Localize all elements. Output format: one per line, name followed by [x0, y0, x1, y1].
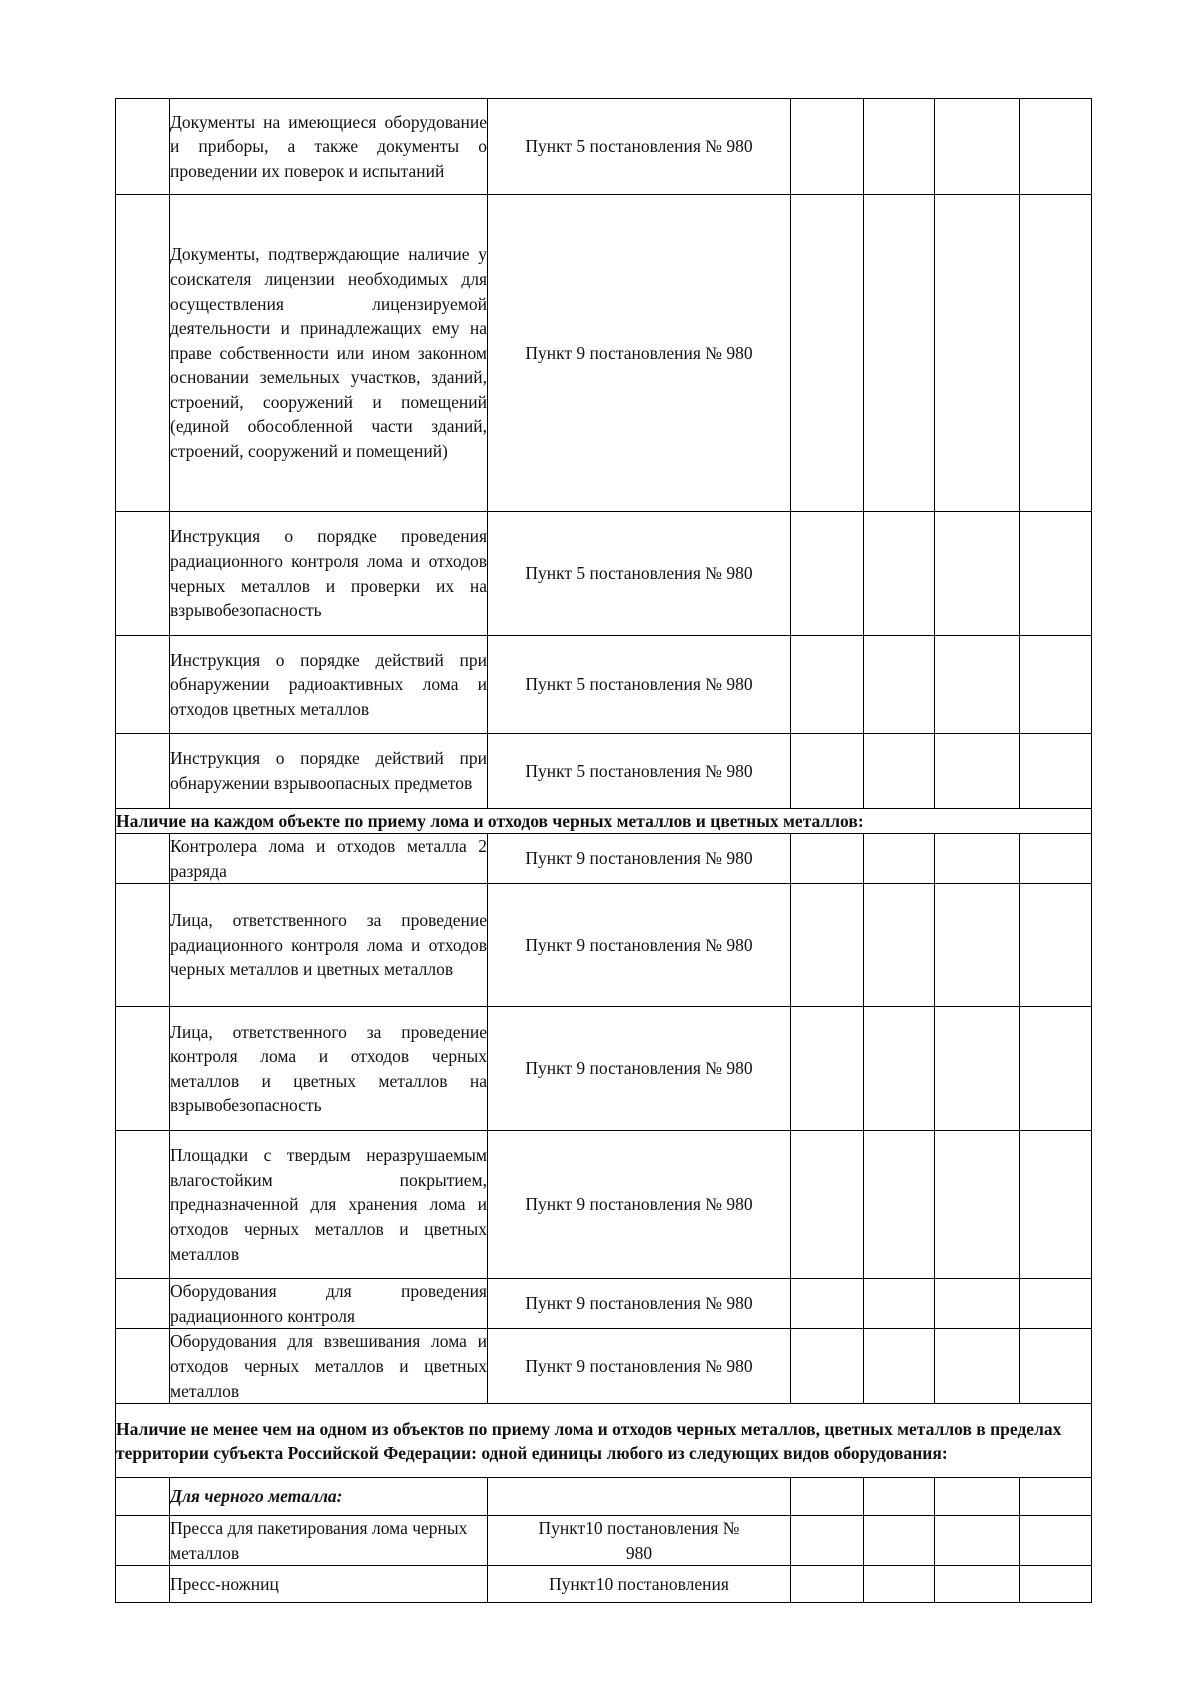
check-cell: [791, 1516, 864, 1566]
number-cell: [116, 1566, 170, 1603]
check-cell: [864, 884, 935, 1007]
table-row: [116, 1516, 1092, 1566]
check-cell: [1020, 1131, 1092, 1279]
number-cell: [116, 1007, 170, 1131]
table-row: [116, 884, 1092, 1007]
check-cell: [1020, 512, 1092, 636]
check-cell: [864, 734, 935, 809]
check-cell: [935, 884, 1020, 1007]
number-cell: [116, 1279, 170, 1329]
check-cell: [935, 1329, 1020, 1404]
subheading-row: [116, 1478, 1092, 1516]
legal-reference: Пункт 9 постановления № 980: [488, 1329, 791, 1404]
number-cell: [116, 195, 170, 512]
check-cell: [791, 636, 864, 734]
check-cell: [791, 834, 864, 884]
number-cell: [116, 734, 170, 809]
requirement-description: Пресс-ножниц: [170, 1566, 488, 1603]
check-cell: [864, 636, 935, 734]
number-cell: [116, 1478, 170, 1516]
check-cell: [791, 1329, 864, 1404]
table-row: [116, 636, 1092, 734]
legal-reference: Пункт 9 постановления № 980: [488, 1007, 791, 1131]
table-row: [116, 834, 1092, 884]
number-cell: [116, 1516, 170, 1566]
table-row: [116, 512, 1092, 636]
requirement-description: Оборудования для проведения радиационного контроля: [170, 1279, 488, 1329]
check-cell: [791, 1566, 864, 1603]
number-cell: [116, 834, 170, 884]
requirement-description: Лица, ответственного за проведение радиационного контроля лома и отходов черных металлов и цветных металлов: [170, 884, 488, 1007]
check-cell: [791, 1279, 864, 1329]
legal-reference: Пункт10 постановления № 980: [488, 1516, 791, 1566]
legal-reference: Пункт 9 постановления № 980: [488, 834, 791, 884]
check-cell: [864, 1329, 935, 1404]
check-cell: [1020, 1279, 1092, 1329]
check-cell: [1020, 734, 1092, 809]
table-row: [116, 99, 1092, 195]
table-row: [116, 1279, 1092, 1329]
check-cell: [935, 512, 1020, 636]
requirement-description: Документы на имеющиеся оборудование и приборы, а также документы о проведении их поверок и испытаний: [170, 99, 488, 195]
check-cell: [864, 1478, 935, 1516]
legal-reference: Пункт 5 постановления № 980: [488, 512, 791, 636]
check-cell: [1020, 834, 1092, 884]
requirement-description: Контролера лома и отходов металла 2 разряда: [170, 834, 488, 884]
table-row: [116, 1329, 1092, 1404]
check-cell: [1020, 884, 1092, 1007]
legal-reference: Пункт 9 постановления № 980: [488, 1279, 791, 1329]
check-cell: [935, 1131, 1020, 1279]
subheading-ferrous-metal: Для черного металла:: [170, 1478, 488, 1516]
table-row: [116, 734, 1092, 809]
legal-reference: Пункт 9 постановления № 980: [488, 884, 791, 1007]
check-cell: [935, 734, 1020, 809]
number-cell: [116, 99, 170, 195]
requirement-description: Пресса для пакетирования лома черных металлов: [170, 1516, 488, 1566]
check-cell: [935, 636, 1020, 734]
check-cell: [864, 99, 935, 195]
table-row: [116, 1131, 1092, 1279]
section-header-row: [116, 1404, 1092, 1478]
legal-reference: Пункт 5 постановления № 980: [488, 636, 791, 734]
requirement-description: Документы, подтверждающие наличие у соискателя лицензии необходимых для осуществления лицензируемой деятельности и принадлежащих ему на праве собственности или ином законном основании земельных участков, зданий, строений, сооружений и помещений (единой обособленной части зданий, строений, сооружений и помещений): [170, 195, 488, 512]
check-cell: [864, 512, 935, 636]
check-cell: [864, 1566, 935, 1603]
check-cell: [864, 1131, 935, 1279]
number-cell: [116, 1329, 170, 1404]
check-cell: [791, 1478, 864, 1516]
check-cell: [935, 99, 1020, 195]
check-cell: [935, 195, 1020, 512]
license-requirements-table: [115, 98, 1092, 1603]
requirement-description: Инструкция о порядке действий при обнаружении радиоактивных лома и отходов цветных металлов: [170, 636, 488, 734]
requirement-description: Инструкция о порядке проведения радиационного контроля лома и отходов черных металлов и проверки их на взрывобезопасность: [170, 512, 488, 636]
legal-reference: [488, 1478, 791, 1516]
section-heading: Наличие не менее чем на одном из объектов по приему лома и отходов черных металлов, цветных металлов в пределах территории субъекта Российской Федерации: одной единицы любого из следующих видов оборудования:: [116, 1404, 1092, 1478]
section-heading: Наличие на каждом объекте по приему лома и отходов черных металлов и цветных металлов:: [116, 809, 1092, 834]
check-cell: [1020, 1478, 1092, 1516]
check-cell: [935, 1007, 1020, 1131]
check-cell: [935, 1516, 1020, 1566]
requirement-description: Лица, ответственного за проведение контроля лома и отходов черных металлов и цветных металлов на взрывобезопасность: [170, 1007, 488, 1131]
number-cell: [116, 884, 170, 1007]
number-cell: [116, 636, 170, 734]
table-row: [116, 195, 1092, 512]
legal-reference: Пункт 9 постановления № 980: [488, 195, 791, 512]
legal-reference: Пункт 5 постановления № 980: [488, 734, 791, 809]
check-cell: [864, 1007, 935, 1131]
check-cell: [864, 1516, 935, 1566]
number-cell: [116, 1131, 170, 1279]
check-cell: [1020, 1566, 1092, 1603]
requirement-description: Инструкция о порядке действий при обнаружении взрывоопасных предметов: [170, 734, 488, 809]
check-cell: [935, 1566, 1020, 1603]
check-cell: [864, 834, 935, 884]
check-cell: [1020, 195, 1092, 512]
table-row: [116, 1566, 1092, 1603]
check-cell: [864, 195, 935, 512]
requirement-description: Оборудования для взвешивания лома и отходов черных металлов и цветных металлов: [170, 1329, 488, 1404]
check-cell: [935, 1478, 1020, 1516]
check-cell: [1020, 1516, 1092, 1566]
check-cell: [791, 1007, 864, 1131]
check-cell: [791, 195, 864, 512]
table-row: [116, 1007, 1092, 1131]
check-cell: [791, 512, 864, 636]
check-cell: [1020, 1329, 1092, 1404]
legal-reference: Пункт 9 постановления № 980: [488, 1131, 791, 1279]
number-cell: [116, 512, 170, 636]
section-header-row: [116, 809, 1092, 834]
check-cell: [1020, 636, 1092, 734]
check-cell: [791, 884, 864, 1007]
check-cell: [935, 834, 1020, 884]
check-cell: [864, 1279, 935, 1329]
legal-reference: Пункт10 постановления: [488, 1566, 791, 1603]
check-cell: [1020, 99, 1092, 195]
check-cell: [791, 734, 864, 809]
check-cell: [791, 1131, 864, 1279]
check-cell: [1020, 1007, 1092, 1131]
check-cell: [791, 99, 864, 195]
check-cell: [935, 1279, 1020, 1329]
requirement-description: Площадки с твердым неразрушаемым влагостойким покрытием, предназначенной для хранения лома и отходов черных металлов и цветных металлов: [170, 1131, 488, 1279]
legal-reference: Пункт 5 постановления № 980: [488, 99, 791, 195]
